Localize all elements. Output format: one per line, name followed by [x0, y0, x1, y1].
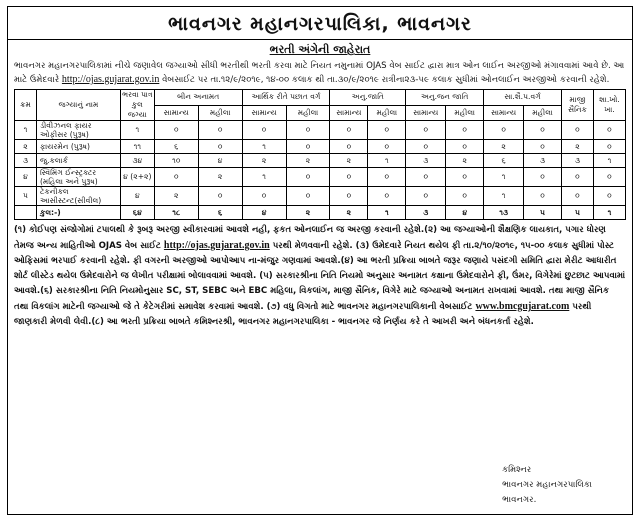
row-count: ૦ — [406, 187, 446, 206]
header-ews-f: મહીલા — [286, 105, 330, 121]
row-count: ૦ — [286, 168, 330, 187]
table-total-row — [15, 206, 626, 220]
row-count: ૨ — [198, 168, 242, 187]
row-count: ૨ — [242, 154, 286, 168]
row-count: ૦ — [524, 168, 562, 187]
row-count: ૩ — [524, 154, 562, 168]
total-cell: ૪ — [242, 206, 286, 220]
row-count: ૦ — [198, 121, 242, 140]
row-post: સ્વિમિંગ ઈન્સ્ટ્રક્ટર (મહિલા અને પુરૂષ) — [36, 168, 120, 187]
document-subtitle: ભરતી અંગેની જાહેરાત — [269, 43, 371, 56]
intro-paragraph — [8, 57, 632, 87]
total-cell: ૨ — [330, 206, 368, 220]
total-cell: ૫ — [562, 206, 594, 220]
row-count: ૧ — [484, 168, 524, 187]
header-ews-m: સામાન્ય — [242, 105, 286, 121]
row-count: ૦ — [198, 187, 242, 206]
intro-text-1: ભાવનગર મહાનગરપાલિકામાં નીચે જણાવેલ જગ્યાઓ સીધી ભરતીથી ભરતી કરવા માટે નિયત નમુનામાં OJAS વેબ સાઈટ દ્વારા માત્ર ઓન લાઈન અરજીઓ મંગાવવામાં આવે છે. આ માટે ઉમેદવારે — [14, 61, 625, 85]
ojas-link-notes[interactable]: http://ojas.gujarat.gov.in — [163, 240, 270, 251]
row-sr: ૫ — [15, 187, 37, 206]
row-count: ૦ — [368, 168, 406, 187]
row-count: ૬ — [484, 154, 524, 168]
row-count: ૦ — [406, 121, 446, 140]
row-count: ૦ — [562, 168, 594, 187]
notes-text-2: પરથી મેળવવાની રહેશે. (૩) ઉમેદવારે નિયત થયેલ ફી તા.૨/૧૦/૨૦૧૯, ૧૫-૦૦ કલાક સુધીમાં પોસ્ટ ઓફિસમાં ભરપાઈ કરવાની રહેશે. ફી વગરની અરજીઓ આપોઆપ ના-મંજુર ગણવામાં આવશે.(૪) આ ભરતી પ્રક્રિયા બાબતે જરૂર જણાયે પસંદગી સમિતિ દ્વારા મેરીટ આધારીત શોર્ટ લીસ્ટેડ થયેલ ઉમેદવારોને જ લેખીત પરીક્ષામાં બોલાવવામાં આવશે. (૫) સરકારશ્રીના નિતિ નિયમો અનુસાર અનામત કક્ષાના ઉમેદવારોને ફી, ઉંમર, વિગેરેમાં છુટછાટ આપવામાં આવશે.(૬) સરકારશ્રીના નિતિ નિયમોનુસાર SC, ST, SEBC અને EBC મહિલા, વિકલાંગ, માજી સૈનિક, વિગેરે માટે જગ્યાઓ અનામત રાખવામાં આવશે. તથા માજી સૈનિક તથા વિકલાંગ માટેની જગ્યાઓ જે તે કેટેગરીમાં સમાવેશ કરવામાં આવશે. (૭) વધુ વિગતો માટે ભાવનગર મહાનગરપાલિકાની વેબસાઈટ — [14, 241, 626, 312]
row-count: ૦ — [286, 121, 330, 140]
notes-text-3: પરથી જાણકારી મેળવી લેવી.(૮) આ ભરતી પ્રક્રિયા બાબતે કમિશ્નરશ્રી, ભાવનગર મહાનગરપાલિકા - ભાવનગર જે નિર્ણય કરે તે આખરી અને બંધનકર્તા રહેશે. — [14, 302, 592, 327]
row-count: ૦ — [524, 187, 562, 206]
notes-text-1: (૧) કોઈપણ સંજોગોમાં ટપાલથી કે રૂબરૂ અરજી સ્વીકારવામાં આવશે નહી, ફકત ઓનલાઈન જ અરજી કરવાની રહેશે.(૨) આ જગ્યાઓની શૈક્ષણિક લાયકાત, પગાર ધોરણ તેમજ અન્ય માહિતીઓ OJAS વેબ સાઈટ — [14, 225, 606, 251]
table-row — [15, 140, 626, 154]
row-count: ૦ — [524, 140, 562, 154]
row-count: ૦ — [562, 187, 594, 206]
row-count: ૬ — [154, 140, 198, 154]
row-count: ૦ — [524, 121, 562, 140]
row-count: ૧ — [242, 140, 286, 154]
row-sr: ૩ — [15, 154, 37, 168]
total-cell: ૧૮ — [154, 206, 198, 220]
row-sr: ૨ — [15, 140, 37, 154]
row-count: ૦ — [330, 140, 368, 154]
row-count: ૦ — [330, 187, 368, 206]
header-st-f: મહીલા — [446, 105, 484, 121]
total-cell: ૬ — [198, 206, 242, 220]
header-sc-f: મહીલા — [368, 105, 406, 121]
signature-block — [502, 463, 592, 508]
total-cell: ૪ — [446, 206, 484, 220]
header-st-m: સામાન્ય — [406, 105, 446, 121]
row-total: ૧ — [120, 121, 154, 140]
table-row — [15, 121, 626, 140]
total-sr — [15, 206, 37, 220]
row-count: ૧ — [242, 168, 286, 187]
row-count: ૦ — [446, 140, 484, 154]
header-ews: આર્થિક રીતે પછાત વર્ગ — [242, 90, 330, 106]
row-count: ૪ — [198, 154, 242, 168]
row-count: ૩ — [562, 154, 594, 168]
row-count: ૩ — [406, 154, 446, 168]
header-general-m: સામાન્ય — [154, 105, 198, 121]
row-count: ૦ — [406, 168, 446, 187]
row-count: ૧ — [368, 154, 406, 168]
signature-org: ભાવનગર મહાનગરપાલિકા — [502, 480, 592, 490]
header-sebc-m: સામાન્ય — [484, 105, 524, 121]
row-count: ૧ — [484, 187, 524, 206]
table-row — [15, 187, 626, 206]
row-sr: ૪ — [15, 168, 37, 187]
row-count: ૧૦ — [154, 154, 198, 168]
row-count: ૦ — [562, 121, 594, 140]
row-count: ૨ — [446, 154, 484, 168]
header-sebc-f: મહીલા — [524, 105, 562, 121]
row-count: ૦ — [242, 121, 286, 140]
header-sc-m: સામાન્ય — [330, 105, 368, 121]
table-row — [15, 154, 626, 168]
vacancy-table — [14, 89, 626, 220]
row-count: ૦ — [593, 140, 625, 154]
row-count: ૦ — [593, 168, 625, 187]
title-divider — [8, 39, 632, 40]
signature-title: કમિશ્નર — [502, 465, 532, 475]
row-count: ૦ — [330, 121, 368, 140]
row-count: ૦ — [593, 187, 625, 206]
row-count: ૨ — [562, 140, 594, 154]
total-cell: ૧ — [593, 206, 625, 220]
total-cell: ૧ — [368, 206, 406, 220]
row-total: ૧૧ — [120, 140, 154, 154]
document-title: ભાવનગર મહાનગરપાલિકા, ભાવનગર — [168, 13, 472, 35]
ojas-link[interactable]: http://ojas.gujarat.gov.in — [61, 74, 160, 85]
row-total: ૪ (૨+૨) — [120, 168, 154, 187]
row-count: ૦ — [368, 121, 406, 140]
total-cell: ૩ — [406, 206, 446, 220]
header-ph: શા.ખો. ખા. — [593, 90, 625, 121]
row-post: જુ.કલાર્ક — [36, 154, 120, 168]
row-count: ૦ — [154, 121, 198, 140]
row-count: ૦ — [446, 168, 484, 187]
row-count: ૨ — [330, 154, 368, 168]
header-ex-serviceman: માજી સૈનિક — [562, 90, 594, 121]
row-count: ૧ — [593, 154, 625, 168]
row-count: ૦ — [368, 140, 406, 154]
header-post: જગ્યાનું નામ — [36, 90, 120, 121]
total-count: ૬૪ — [120, 206, 154, 220]
signature-city: ભાવનગર. — [502, 495, 537, 505]
row-post: ફાયરમેન (પુરૂષ) — [36, 140, 120, 154]
total-cell: ૨ — [286, 206, 330, 220]
header-general: બીન અનામત — [154, 90, 242, 106]
row-total: ૩૪ — [120, 154, 154, 168]
row-count: ૦ — [154, 168, 198, 187]
row-count: ૨ — [154, 187, 198, 206]
row-count: ૦ — [593, 121, 625, 140]
bmc-website-link[interactable]: www.bmcgujarat.com — [475, 301, 570, 312]
total-cell: ૫ — [524, 206, 562, 220]
row-post: ડીવીઝનલ ફાયર ઓફીસર (પુરૂષ) — [36, 121, 120, 140]
row-total: ૪ — [120, 187, 154, 206]
notes-paragraph — [8, 220, 632, 330]
row-count: ૦ — [368, 187, 406, 206]
row-count: ૨ — [484, 140, 524, 154]
header-total: ભરવા પાત્ર કુલ જગ્યા — [122, 90, 153, 119]
row-count: ૦ — [446, 121, 484, 140]
row-count: ૦ — [242, 187, 286, 206]
header-st: અનુ.જન જાતિ — [406, 90, 484, 106]
row-count: ૦ — [406, 140, 446, 154]
row-count: ૦ — [484, 121, 524, 140]
row-count: ૦ — [446, 187, 484, 206]
header-sc: અનુ.જાતિ — [330, 90, 406, 106]
total-cell: ૧૩ — [484, 206, 524, 220]
document-page — [7, 6, 633, 515]
total-label: કુલ:-) — [36, 206, 120, 220]
row-count: ૦ — [198, 140, 242, 154]
header-sebc: સા.શૈ.પ.વર્ગ — [484, 90, 562, 106]
row-count: ૨ — [286, 154, 330, 168]
table-row — [15, 168, 626, 187]
header-sr: ક્રમ — [15, 90, 37, 121]
row-post: ટેકનીકલ આસીસ્ટન્ટ(સીવીલ) — [36, 187, 120, 206]
row-count: ૦ — [286, 140, 330, 154]
header-general-f: મહીલા — [198, 105, 242, 121]
row-count: ૦ — [330, 168, 368, 187]
intro-text-2: વેબસાઈટ પર તા.૧૨/૯/૨૦૧૯, ૧૪-૦૦ કલાક થી તા.૩૦/૯/૨૦૧૯ રાત્રીના૨૩-૫૯ કલાક સુધીમાં ઓનલાઈન અરજીઓ કરવાની રહેશે. — [162, 75, 610, 85]
row-count: ૦ — [286, 187, 330, 206]
row-sr: ૧ — [15, 121, 37, 140]
vacancy-table-body — [15, 121, 626, 220]
